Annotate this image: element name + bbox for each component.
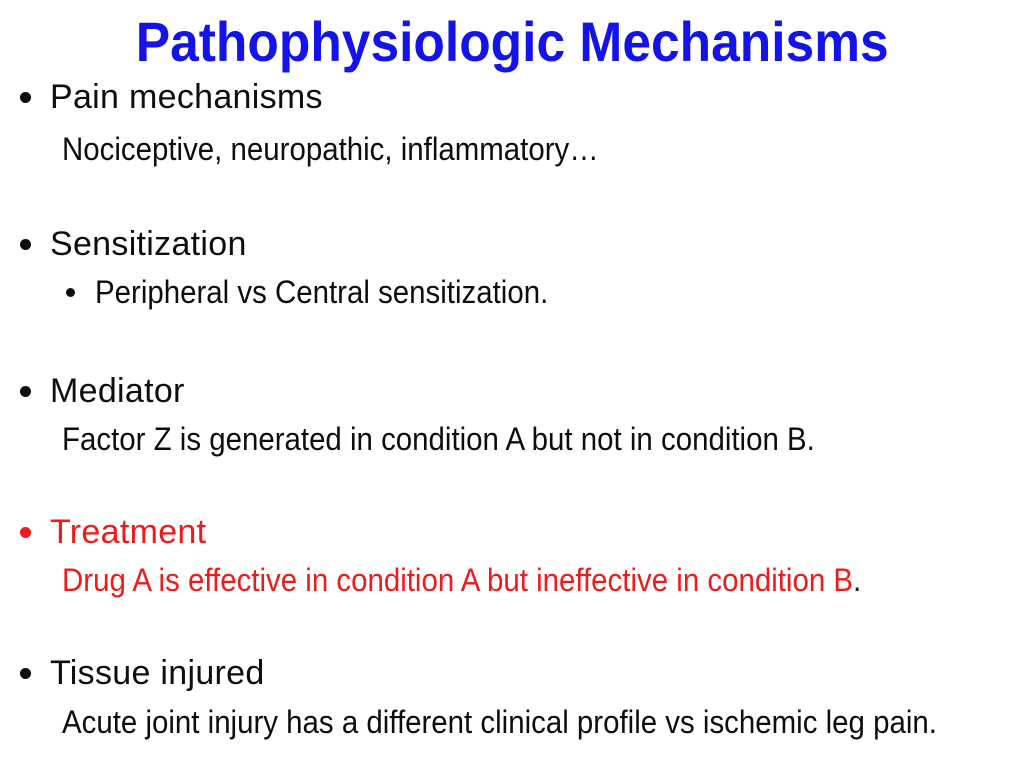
bullet-icon (20, 668, 31, 679)
sub-line-treatment (62, 560, 931, 600)
sub-line-text: Factor Z is generated in condition A but not in condition B. (62, 421, 815, 457)
sub-line-text: Nociceptive, neuropathic, inflammatory… (62, 131, 599, 167)
bullet-icon (20, 239, 31, 250)
sub-line-text: Drug A is effective in condition A but ineffective in condition B (62, 562, 854, 598)
bullet-icon (20, 92, 31, 103)
bullet-item-sensitization (20, 223, 247, 266)
bullet-icon (20, 527, 31, 538)
sub-line-period: . (853, 562, 862, 598)
bullet-item-tissue-injured (20, 652, 265, 695)
bullet-item-treatment (20, 511, 206, 554)
bullet-label: Tissue injured (50, 654, 265, 692)
bullet-label: Treatment (50, 513, 207, 551)
bullet-icon (20, 386, 31, 397)
sub-bullet-icon (66, 288, 75, 297)
sub-line-tissue-injured (62, 702, 1013, 742)
sub-line-mediator (62, 419, 880, 459)
sub-line-sensitization (66, 272, 588, 312)
bullet-label: Mediator (50, 372, 185, 410)
bullet-item-mediator (20, 370, 185, 413)
sub-line-pain-mechanisms (62, 129, 645, 169)
slide-title (0, 8, 1024, 76)
slide-title-text: Pathophysiologic Mechanisms (135, 10, 889, 73)
sub-line-text: Peripheral vs Central sensitization. (95, 274, 549, 310)
sub-line-text: Acute joint injury has a different clinical profile vs ischemic leg pain. (62, 704, 937, 740)
sub-line-text-wrap (62, 560, 861, 600)
bullet-item-pain-mechanisms (20, 76, 323, 119)
bullet-label: Pain mechanisms (50, 78, 323, 116)
bullet-label: Sensitization (50, 225, 247, 263)
